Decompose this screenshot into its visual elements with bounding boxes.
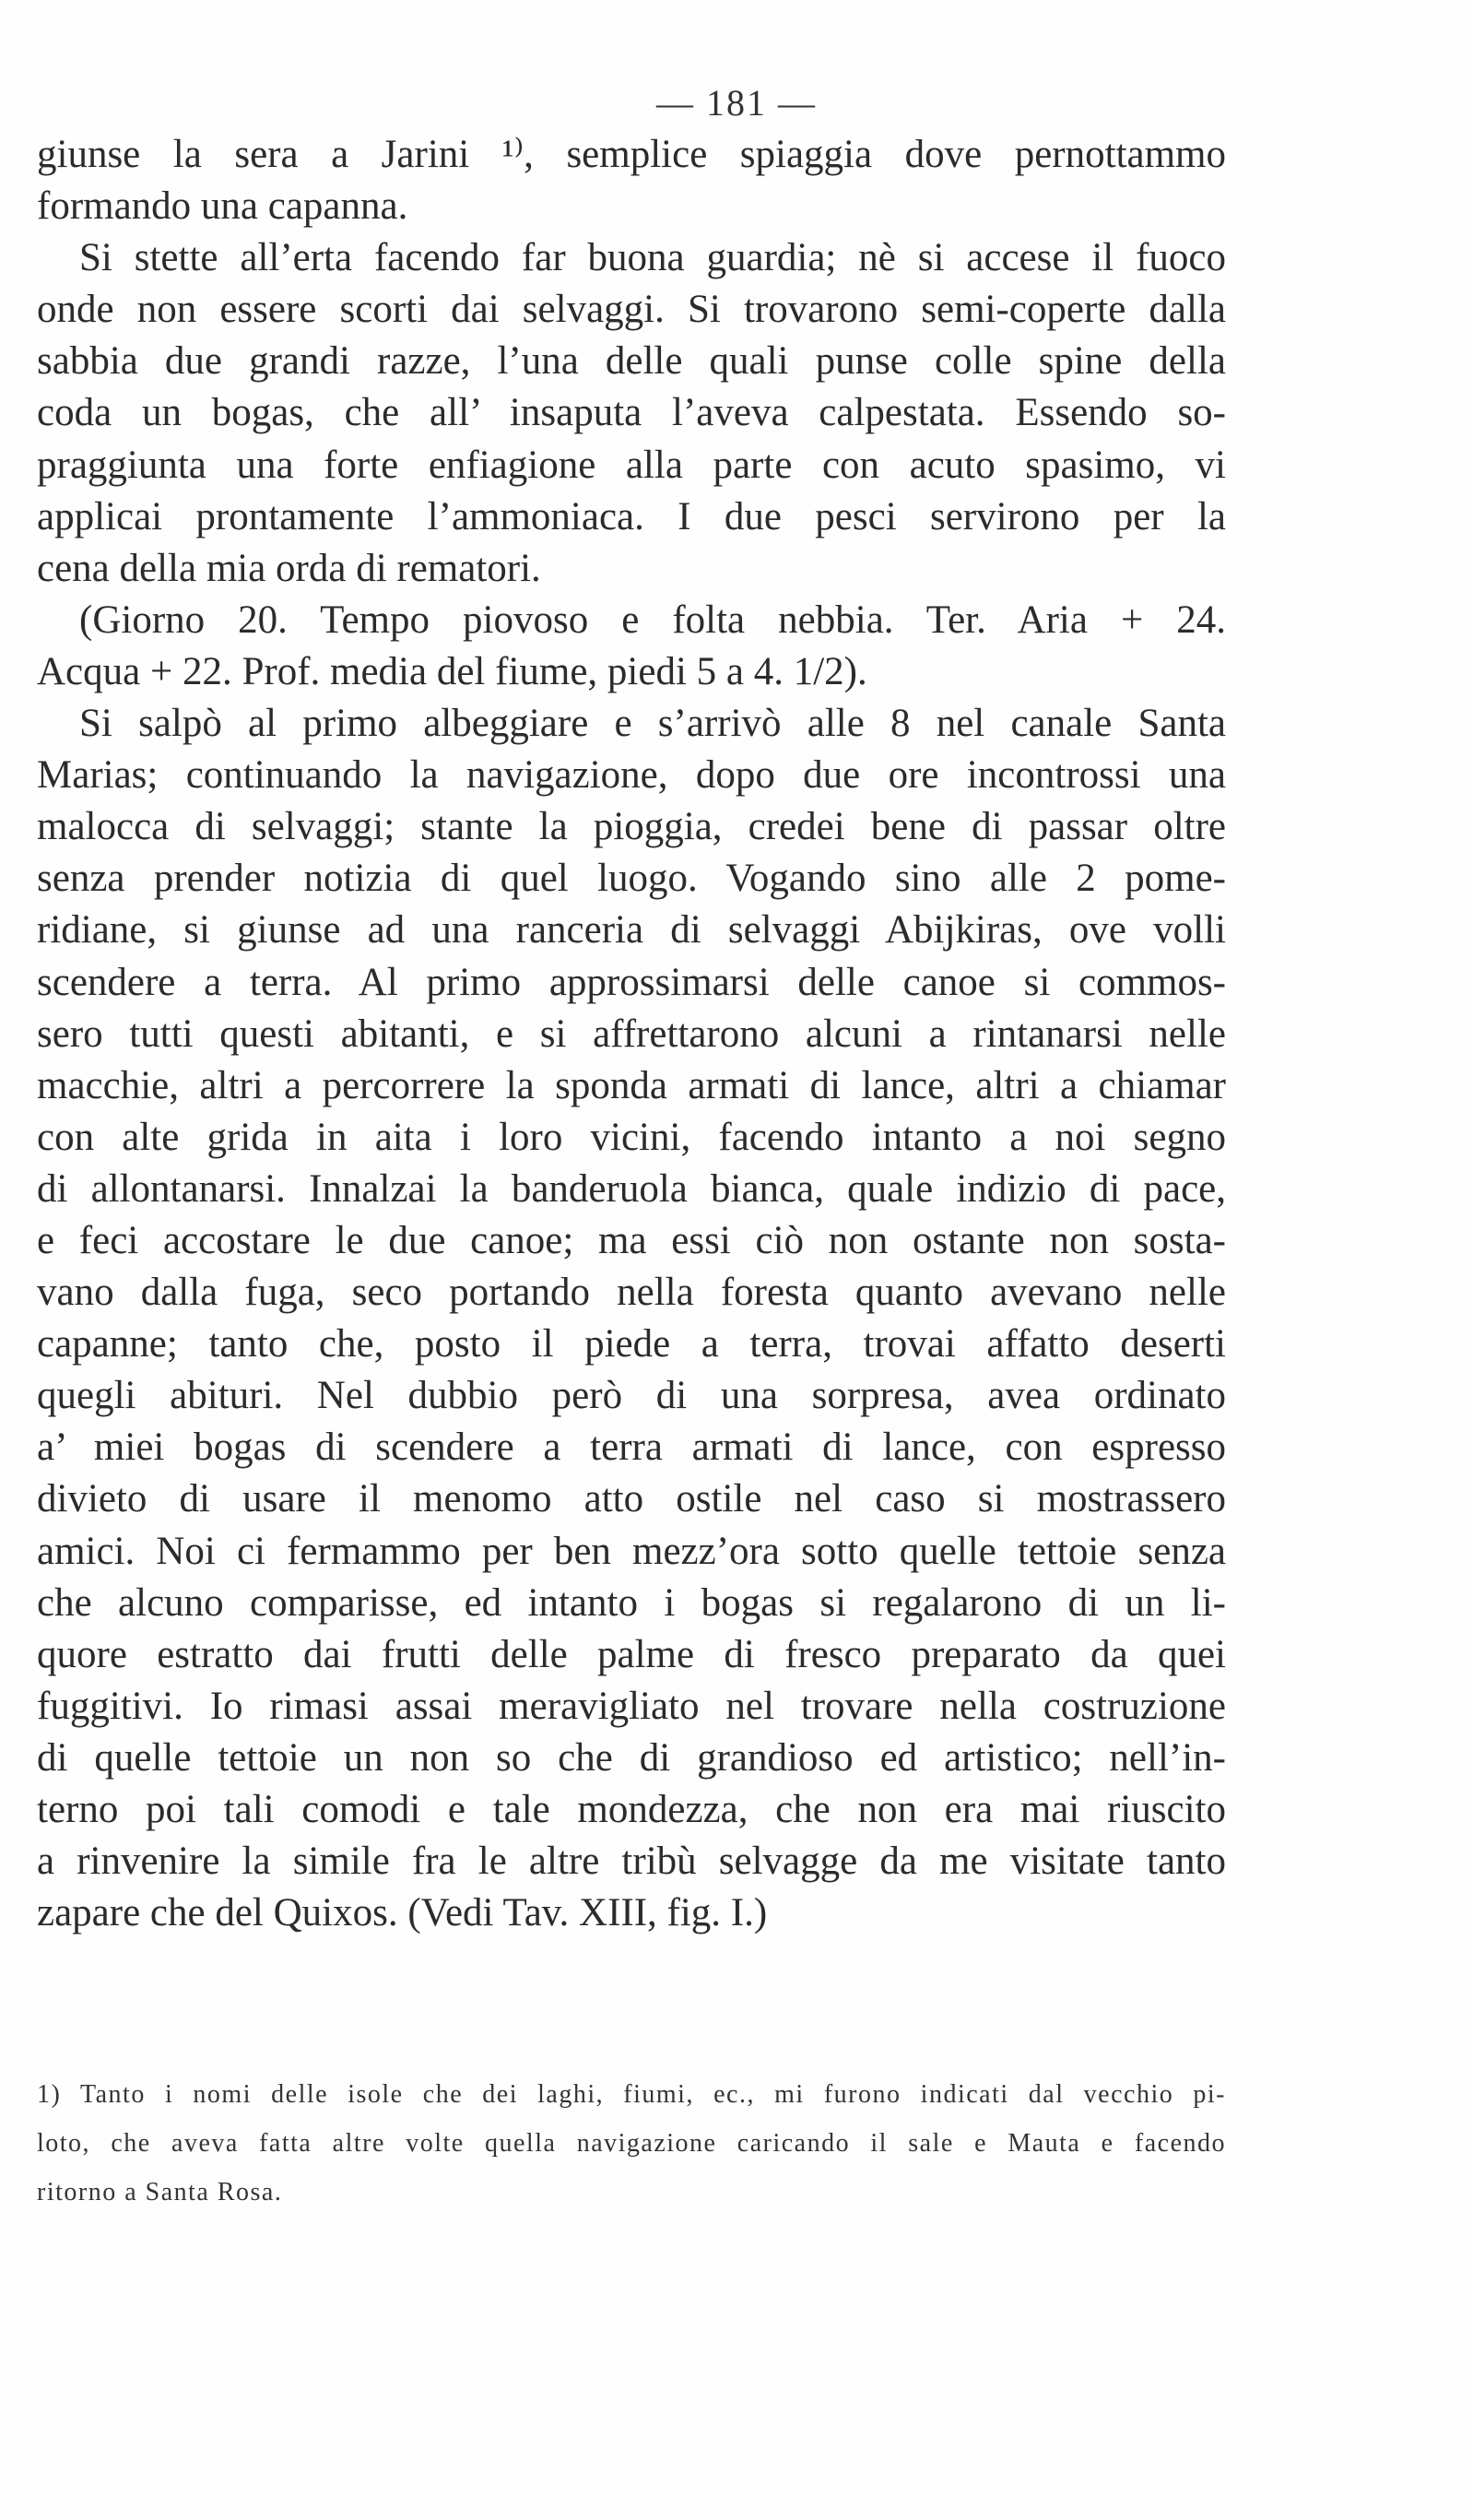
text-line: a rinvenire la simile fra le altre tribù selvagge da me visitate tanto	[37, 1840, 1226, 1884]
text-line: Si stette all’erta facendo far buona guardia; nè si accese il fuoco	[79, 236, 1226, 280]
text-line: sabbia due grandi razze, l’una delle quali punse colle spine della	[37, 339, 1226, 384]
text-line: a’ miei bogas di scendere a terra armati di lance, con espresso	[37, 1426, 1226, 1470]
text-line: applicai prontamente l’ammoniaca. I due pesci servirono per la	[37, 494, 1226, 538]
text-line: ridiane, si giunse ad una ranceria di selvaggi Abijkiras, ove volli	[37, 908, 1226, 952]
text-line: di quelle tettoie un non so che di grandioso ed artistico; nell’in-	[37, 1735, 1226, 1780]
text-line: onde non essere scorti dai selvaggi. Si trovarono semi-coperte dalla	[37, 288, 1226, 332]
text-line: e feci accostare le due canoe; ma essi ciò non ostante non sosta-	[37, 1218, 1226, 1262]
text-line: macchie, altri a percorrere la sponda armati di lance, altri a chiamar	[37, 1063, 1226, 1107]
text-line: praggiunta una forte enfiagione alla parte con acuto spasimo, vi	[37, 443, 1226, 487]
text-line: senza prender notizia di quel luogo. Vogando sino alle 2 pome-	[37, 857, 1226, 901]
text-line: amici. Noi ci fermammo per ben mezz’ora sotto quelle tettoie senza	[37, 1529, 1226, 1573]
text-line: Si salpò al primo albeggiare e s’arrivò alle 8 nel canale Santa	[79, 702, 1226, 746]
text-line: che alcuno comparisse, ed intanto i bogas si regalarono di un li-	[37, 1580, 1226, 1625]
text-line: coda un bogas, che all’ insaputa l’aveva calpestata. Essendo so-	[37, 391, 1226, 435]
text-line: scendere a terra. Al primo approssimarsi delle canoe si commos-	[37, 960, 1226, 1004]
text-line: di allontanarsi. Innalzai la banderuola bianca, quale indizio di pace,	[37, 1166, 1226, 1211]
text-line: quore estratto dai frutti delle palme di fresco preparato da quei	[37, 1632, 1226, 1676]
text-line: quegli abituri. Nel dubbio però di una sorpresa, avea ordinato	[37, 1374, 1226, 1418]
text-line: sero tutti questi abitanti, e si affrettarono alcuni a rintanarsi nelle	[37, 1012, 1226, 1056]
text-line: malocca di selvaggi; stante la pioggia, credei bene di passar oltre	[37, 805, 1226, 849]
text-line: giunse la sera a Jarini ¹⁾, semplice spiaggia dove pernottammo	[37, 133, 1226, 176]
text-line: formando una capanna.	[37, 184, 408, 229]
footnote	[37, 2070, 1226, 2217]
text-line: zapare che del Quixos. (Vedi Tav. XIII, fig. I.)	[37, 1891, 768, 1935]
body-text	[37, 129, 1226, 1939]
text-line: divieto di usare il menomo atto ostile nel caso si mostrassero	[37, 1477, 1226, 1521]
footnote-line: loto, che aveva fatta altre volte quella navigazione caricando il sale e Mauta e facendo	[37, 2129, 1226, 2158]
text-line: vano dalla fuga, seco portando nella foresta quanto avevano nelle	[37, 1271, 1226, 1315]
text-line: Marias; continuando la navigazione, dopo due ore incontrossi una	[37, 753, 1226, 798]
footnote-line: 1) Tanto i nomi delle isole che dei laghi, fiumi, ec., mi furono indicati dal vecchio pi-	[37, 2080, 1226, 2109]
text-line: Acqua + 22. Prof. media del fiume, piedi 5 a 4. 1/2).	[37, 649, 867, 693]
text-line: capanne; tanto che, posto il piede a terra, trovai affatto deserti	[37, 1322, 1226, 1366]
text-line: (Giorno 20. Tempo piovoso e folta nebbia. Ter. Aria + 24.	[79, 597, 1226, 642]
text-line: fuggitivi. Io rimasi assai meravigliato nel trovare nella costruzione	[37, 1684, 1226, 1728]
text-line: terno poi tali comodi e tale mondezza, che non era mai riuscito	[37, 1788, 1226, 1831]
footnote-line: ritorno a Santa Rosa.	[37, 2178, 283, 2206]
page-number: — 181 —	[656, 82, 817, 124]
text-line: con alte grida in aita i loro vicini, facendo intanto a noi segno	[37, 1115, 1226, 1159]
text-line: cena della mia orda di rematori.	[37, 546, 541, 590]
